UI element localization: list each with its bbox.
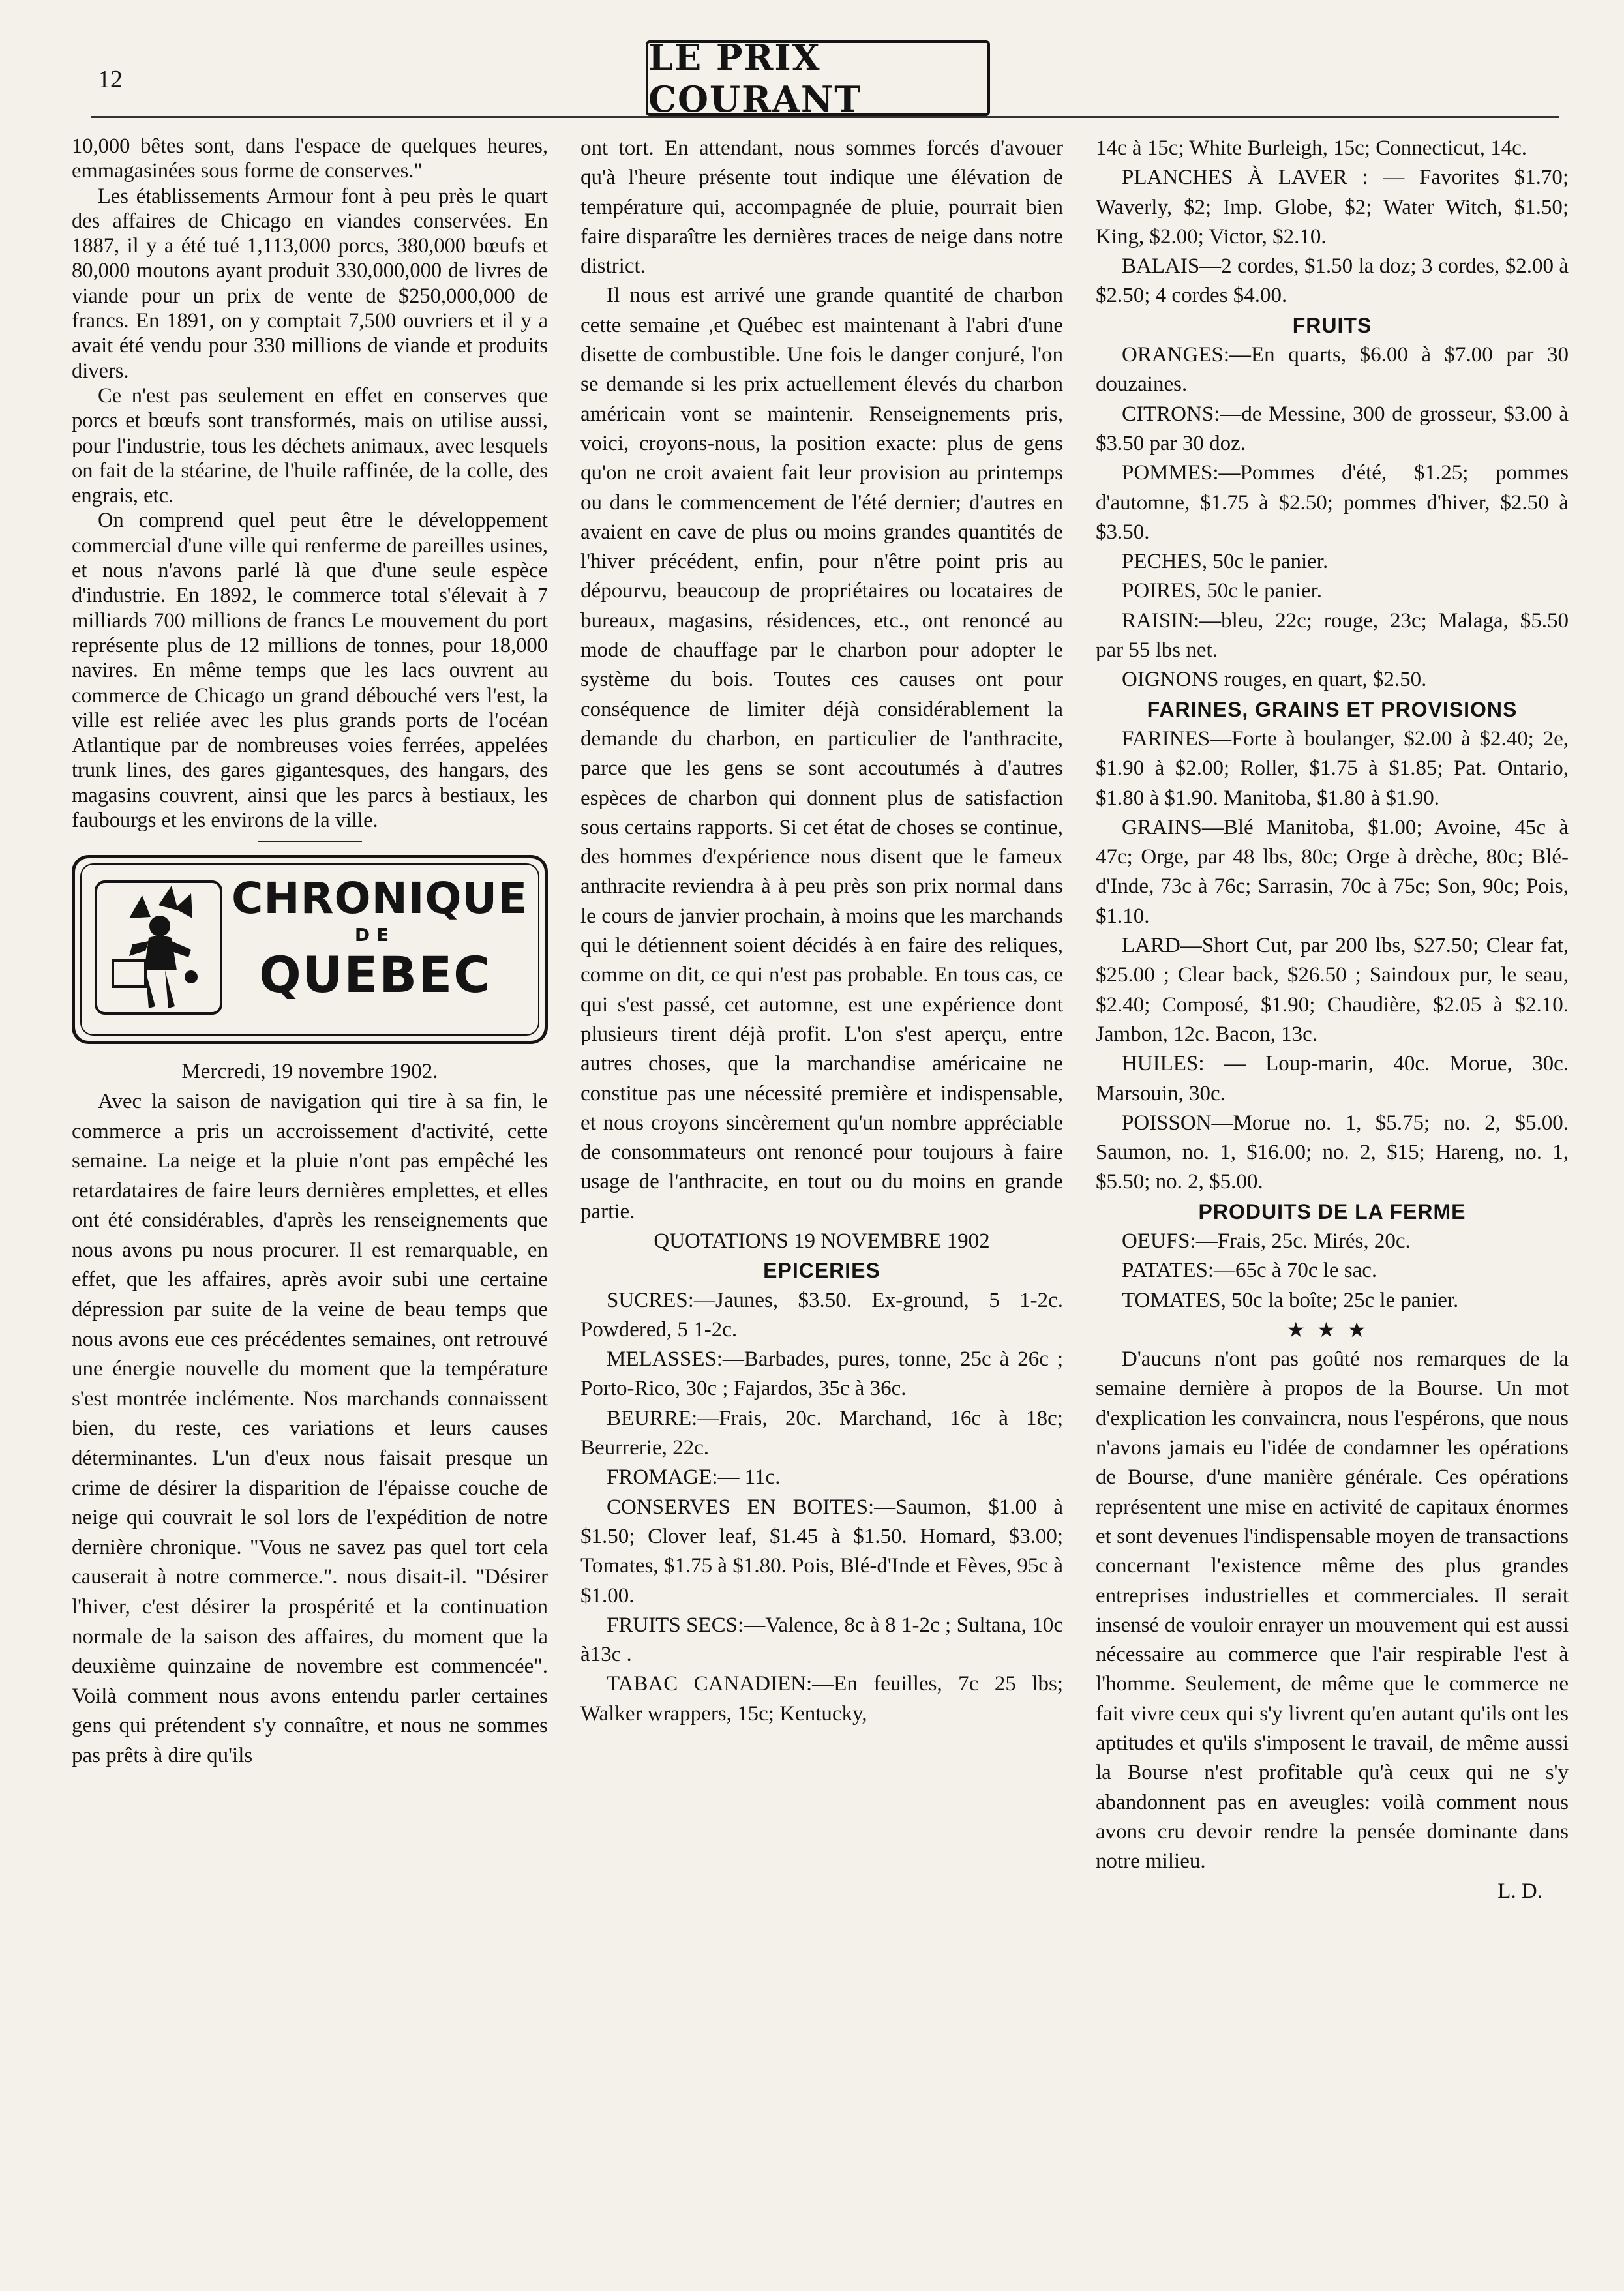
chronique-line2: DE (354, 924, 396, 946)
epiceries-heading: EPICERIES (763, 1259, 880, 1283)
signature: L. D. (1497, 1879, 1542, 1903)
price-item: POIRES, 50c le panier. (1122, 579, 1323, 603)
price-item: OIGNONS rouges, en quart, $2.50. (1122, 668, 1427, 692)
price-item: PLANCHES À LAVER : — Favorites $1.70; Waverly, $2; Imp. Globe, $2; Water Witch, $1.50; King, $2.00; Victor, $2.10. (1096, 166, 1569, 248)
ferme-heading: PRODUITS DE LA FERME (1198, 1199, 1466, 1223)
chronique-title (232, 871, 528, 1006)
price-item: OEUFS:—Frais, 25c. Mirés, 20c. (1122, 1229, 1411, 1253)
column-3 (1096, 134, 1569, 1906)
price-item: HUILES: — Loup-marin, 40c. Morue, 30c. Marsouin, 30c. (1096, 1052, 1569, 1105)
price-item: CONSERVES EN BOITES:—Saumon, $1.00 à $1.50; Clover leaf, $1.45 à $1.50. Homard, $3.00; Tomates, $1.75 à $1.80. Pois, Blé-d'Inde et Fèves, 95c à $1.00. (580, 1495, 1063, 1608)
masthead-logo: LE PRIX COURANT (646, 40, 990, 116)
price-item: PATATES:—65c à 70c le sac. (1122, 1259, 1377, 1283)
paragraph: Ce n'est pas seulement en effet en conserves que porcs et bœufs sont transformés, mais on utilise aussi, pour l'industrie, tous les déchets animaux, avec lesquels on fait de la stéarine, de l'huile raffinée, de la colle, des engrais, etc. (72, 383, 548, 508)
quotations-title: QUOTATIONS 19 NOVEMBRE 1902 (654, 1229, 990, 1253)
price-item: POISSON—Morue no. 1, $5.75; no. 2, $5.00. Saumon, no. 1, $16.00; no. 2, $15; Hareng, no. 1, $5.50; no. 2, $5.00. (1096, 1111, 1569, 1194)
chronique-line1: CHRONIQUE (232, 873, 528, 924)
paragraph: Avec la saison de navigation qui tire à sa fin, le commerce a pris un accroissement d'activité, cette semaine. La neige et la pluie n'ont pas empêché les retardataires de faire leurs dernières emplettes, et elles ont été considérables, d'après les renseignements que nous avons pu nous procurer. Il est remarquable, en effet, que les affaires, après avoir subi une certaine dépression par suite de la veine de beau temps que nous avons eue ces précédentes semaines, ont retrouvé une énergie nouvelle du moment que la température s'est montrée inclémente. Nos marchands connaissent bien, du reste, ces variations et leurs causes déterminantes. L'un d'eux nous faisait presque un crime de désirer la disparition de l'épaisse couche de neige qui couvrait le sol lors de l'expédition de notre dernière chronique. "Vous ne savez pas quel tort cela causerait à notre commerce.". nous disait-il. "Désirer l'hiver, c'est désirer la prospérité et la continuation normale de la saison des affaires, du moment que la deuxième quinzaine de novembre est commencée". Voilà comment nous avons entendu parler certaines gens qui prétendent s'y connaître, et nous ne sommes pas prêts à dire qu'ils (72, 1089, 548, 1767)
chronique-body (72, 1057, 548, 1771)
price-item: LARD—Short Cut, par 200 lbs, $27.50; Clear fat, $25.00 ; Clear back, $26.50 ; Saindoux pur, le seau, $2.40; Composé, $1.90; Chaudière, $2.05 à $2.10. Jambon, 12c. Bacon, 13c. (1096, 934, 1569, 1046)
paragraph: Les établissements Armour font à peu près le quart des affaires de Chicago en viandes conservées. En 1887, il y a été tué 1,113,000 porcs, 380,000 bœufs et 80,000 moutons ayant produit 330,000,000 de livres de viande pour un prix de vente de $250,000,000 de francs. En 1891, on y comptait 7,500 ouvriers et il y a avait été vendu pour 330 millions de viande et produits divers. (72, 184, 548, 383)
price-item: SUCRES:—Jaunes, $3.50. Ex-ground, 5 1-2c. Powdered, 5 1-2c. (580, 1288, 1063, 1341)
column-1 (72, 134, 548, 1771)
farines-heading: FARINES, GRAINS ET PROVISIONS (1147, 697, 1518, 721)
chronique-de-quebec-banner (72, 855, 548, 1044)
section-separator (258, 841, 362, 842)
price-item: BALAIS—2 cordes, $1.50 la doz; 3 cordes, $2.00 à $2.50; 4 cordes $4.00. (1096, 254, 1569, 308)
column-2 (580, 134, 1063, 1729)
indian-figure-icon (93, 879, 224, 1016)
price-item: FARINES—Forte à boulanger, $2.00 à $2.40; 2e, $1.90 à $2.00; Roller, $1.75 à $1.85; Pat. Ontario, $1.80 à $1.90. Manitoba, $1.80 à $1.90. (1096, 726, 1569, 810)
paragraph: Il nous est arrivé une grande quantité de charbon cette semaine ,et Québec est maintenant à l'abri d'une disette de combustible. Une fois le danger conjuré, l'on se demande si les prix actuellement élevés du charbon américain vont se maintenir. Renseignements pris, voici, croyons-nous, la position exacte: plus de gens qu'on ne croit avaient fait leur provision au printemps ou dans le commencement de l'été dernier; d'autres en avaient en cave de plus ou moins grandes quantités de l'hiver précédent, enfin, pour n'être point pris au dépourvu, beaucoup de propriétaires ou locataires de bureaux, magasins, résidences, etc., ont renoncé au mode de chauffage par le charbon pour adopter le système du bois. Toutes ces causes ont pour conséquence de limiter déjà considérablement la demande du charbon, en particulier de l'anthracite, parce que les gens se sont accoutumés à d'autres espèces de charbon qui donnent plus de satisfaction sous certains rapports. Si cet état de choses se continue, des hommes d'expérience nous disent que le fameux anthracite reviendra à à peu près son prix normal dans le cours de janvier prochain, à moins que les marchands qui le détiennent soient décidés à en faire des reliques, comme on dit, ce qui n'est pas probable. En tous cas, ce qui s'est passé, cet automne, est une expérience dont plusieurs tirent déjà profit. L'on s'est aperçu, entre autres choses, que la marchandise américaine ne constitue pas une nécessité première et indispensable, et nous croyons sincèrement qu'un nombre appréciable de consommateurs ont renoncé pour toujours à faire usage de l'anthracite, en tout ou du moins en grande partie. (580, 284, 1063, 1223)
chicago-article (72, 134, 548, 833)
price-item: TABAC CANADIEN:—En feuilles, 7c 25 lbs; Walker wrappers, 15c; Kentucky, (580, 1672, 1063, 1726)
paragraph: On comprend quel peut être le développement commercial d'une ville qui renferme de pareilles usines, et nous n'avons parlé là que d'une seule espèce d'industrie. En 1892, le commerce total s'élevait à 7 milliards 700 millions de francs Le mouvement du port représente plus de 12 millions de tonnes, pour 18,000 navires. En même temps que les lacs ouvrent au commerce de Chicago un grand débouché vers l'est, la ville est reliée avec les plus grands ports de l'océan Atlantique par de nombreuses voies ferrées, appelées trunk lines, des gares gigantesques, des hangars, des magasins couvrent, ainsi que les parcs à bestiaux, les faubourgs et les environs de la ville. (72, 509, 548, 833)
stars-divider: ★★★ (1286, 1317, 1378, 1341)
page-number: 12 (98, 66, 123, 93)
price-item: RAISIN:—bleu, 22c; rouge, 23c; Malaga, $5.50 par 55 lbs net. (1096, 608, 1569, 663)
price-item: FRUITS SECS:—Valence, 8c à 8 1-2c ; Sultana, 10c à13c . (580, 1613, 1063, 1667)
paragraph: D'aucuns n'ont pas goûté nos remarques de la semaine dernière à propos de la Bourse. Un mot d'explication les convaincra, nous l'espérons, que nous n'avons jamais eu l'idée de condamner les opérations de Bourse, d'une manière générale. Ces opérations représentent une mise en activité de capitaux énormes et sont devenues l'indispensable moyen de transactions concernant l'existence même des plus grandes entreprises industrielles et commerciales. Il serait insensé de vouloir enrayer un mouvement qui est aussi nécessaire au commerce que l'air respirable l'est à l'homme. Seulement, de même que le commerce ne fait vivre ceux qui s'y livrent qu'en autant qu'ils ont les aptitudes et qu'ils s'imposent le travail, de même aussi la Bourse n'est profitable qu'à ceux qui ne s'y abandonnent pas en aveugles: voilà comment nous avons cru devoir rendre la pensée dominante dans notre milieu. (1096, 1347, 1569, 1874)
header-rule (91, 116, 1559, 118)
paragraph: 10,000 bêtes sont, dans l'espace de quelques heures, emmagasinées sous forme de conserves." (72, 134, 548, 183)
price-item: GRAINS—Blé Manitoba, $1.00; Avoine, 45c à 47c; Orge, par 48 lbs, 80c; Orge à drèche, 80c; Blé-d'Inde, 73c à 76c; Sarrasin, 70c à 75c; Son, 90c; Pois, $1.10. (1096, 815, 1569, 928)
price-item: POMMES:—Pommes d'été, $1.25; pommes d'automne, $1.75 à $2.50; pommes d'hiver, $2.50 à $3.50. (1096, 461, 1569, 544)
price-item: FROMAGE:— 11c. (607, 1465, 781, 1490)
price-item: TOMATES, 50c la boîte; 25c le panier. (1122, 1288, 1459, 1312)
price-item: ORANGES:—En quarts, $6.00 à $7.00 par 30 douzaines. (1096, 343, 1569, 397)
fruits-heading: FRUITS (1292, 313, 1372, 337)
price-item: BEURRE:—Frais, 20c. Marchand, 16c à 18c; Beurrerie, 22c. (580, 1406, 1063, 1460)
price-item: CITRONS:—de Messine, 300 de grosseur, $3.00 à $3.50 par 30 doz. (1096, 402, 1569, 455)
price-item: PECHES, 50c le panier. (1122, 550, 1329, 574)
price-item: MELASSES:—Barbades, pures, tonne, 25c à 26c ; Porto-Rico, 30c ; Fajardos, 35c à 36c. (580, 1347, 1063, 1401)
chronique-date: Mercredi, 19 novembre 1902. (181, 1060, 438, 1084)
page-header (0, 0, 1624, 120)
paragraph: ont tort. En attendant, nous sommes forcés d'avouer qu'à l'heure présente tout indique une élévation de température qui, accompagnée de pluie, pourrait bien faire disparaître les dernières traces de neige dans notre district. (580, 136, 1063, 278)
chronique-line3: QUEBEC (259, 946, 491, 1004)
price-item: 14c à 15c; White Burleigh, 15c; Connecticut, 14c. (1096, 136, 1527, 160)
